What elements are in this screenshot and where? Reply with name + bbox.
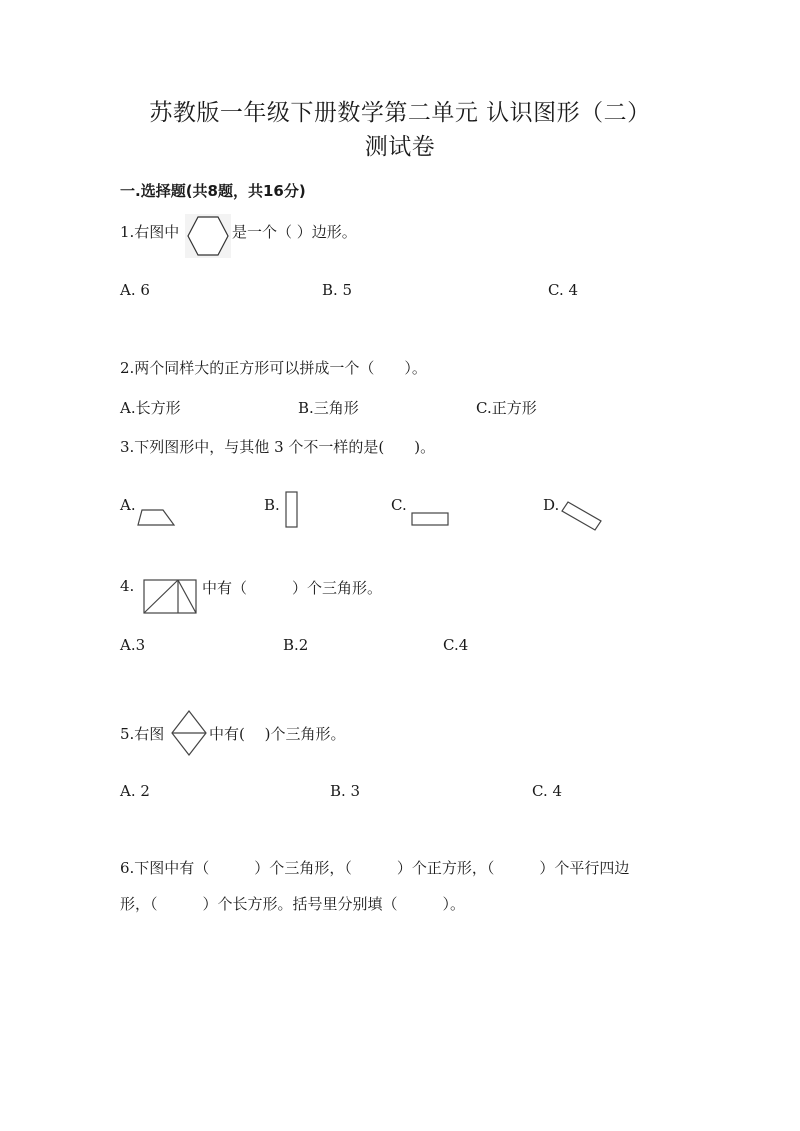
question-3-text: 3.下列图形中，与其他 3 个不一样的是( )。 [120,438,436,456]
q2-option-a[interactable]: A.长方形 [120,399,181,417]
q3-option-c[interactable]: C. [391,496,407,514]
question-6-line2: 形，（ ）个长方形。括号里分别填（ ）。 [120,895,466,913]
triangles-figure [141,577,199,617]
flat-rectangle-figure [410,510,452,528]
q4-option-a[interactable]: A.3 [120,636,146,654]
q4-option-b[interactable]: B.2 [283,636,309,654]
q5-option-b[interactable]: B. 3 [330,782,361,800]
question-1-prefix: 1.右图中 [120,223,180,241]
trapezoid-figure [136,508,178,528]
rotated-rectangle-figure [560,496,604,534]
q4-option-c[interactable]: C.4 [443,636,469,654]
q2-option-c[interactable]: C.正方形 [476,399,537,417]
tall-rectangle-figure [284,490,300,530]
q5-option-c[interactable]: C. 4 [532,782,563,800]
page-title-line2: 测试卷 [364,134,436,160]
page-title-line1: 苏教版一年级下册数学第二单元 认识图形（二） [149,100,651,126]
question-5-suffix: 中有( )个三角形。 [209,725,346,743]
question-4-suffix: 中有（ ）个三角形。 [202,579,383,597]
question-4-prefix: 4. [120,577,135,595]
q1-option-c[interactable]: C. 4 [548,281,579,299]
q1-option-a[interactable]: A. 6 [120,281,150,299]
question-5-prefix: 5.右图 [120,725,165,743]
q3-option-a[interactable]: A. [120,496,136,514]
diamond-figure [169,709,209,757]
hexagon-figure [185,214,231,258]
q2-option-b[interactable]: B.三角形 [298,399,359,417]
question-1-suffix: 是一个（ ）边形。 [232,223,357,241]
question-6-line1: 6.下图中有（ ）个三角形，（ ）个正方形，（ ）个平行四边 [120,859,630,877]
section-heading: 一.选择题(共8题，共16分) [120,182,306,200]
q5-option-a[interactable]: A. 2 [120,782,150,800]
q3-option-d[interactable]: D. [543,496,560,514]
q1-option-b[interactable]: B. 5 [322,281,353,299]
q3-option-b[interactable]: B. [264,496,280,514]
question-2-text: 2.两个同样大的正方形可以拼成一个（ ）。 [120,359,427,377]
